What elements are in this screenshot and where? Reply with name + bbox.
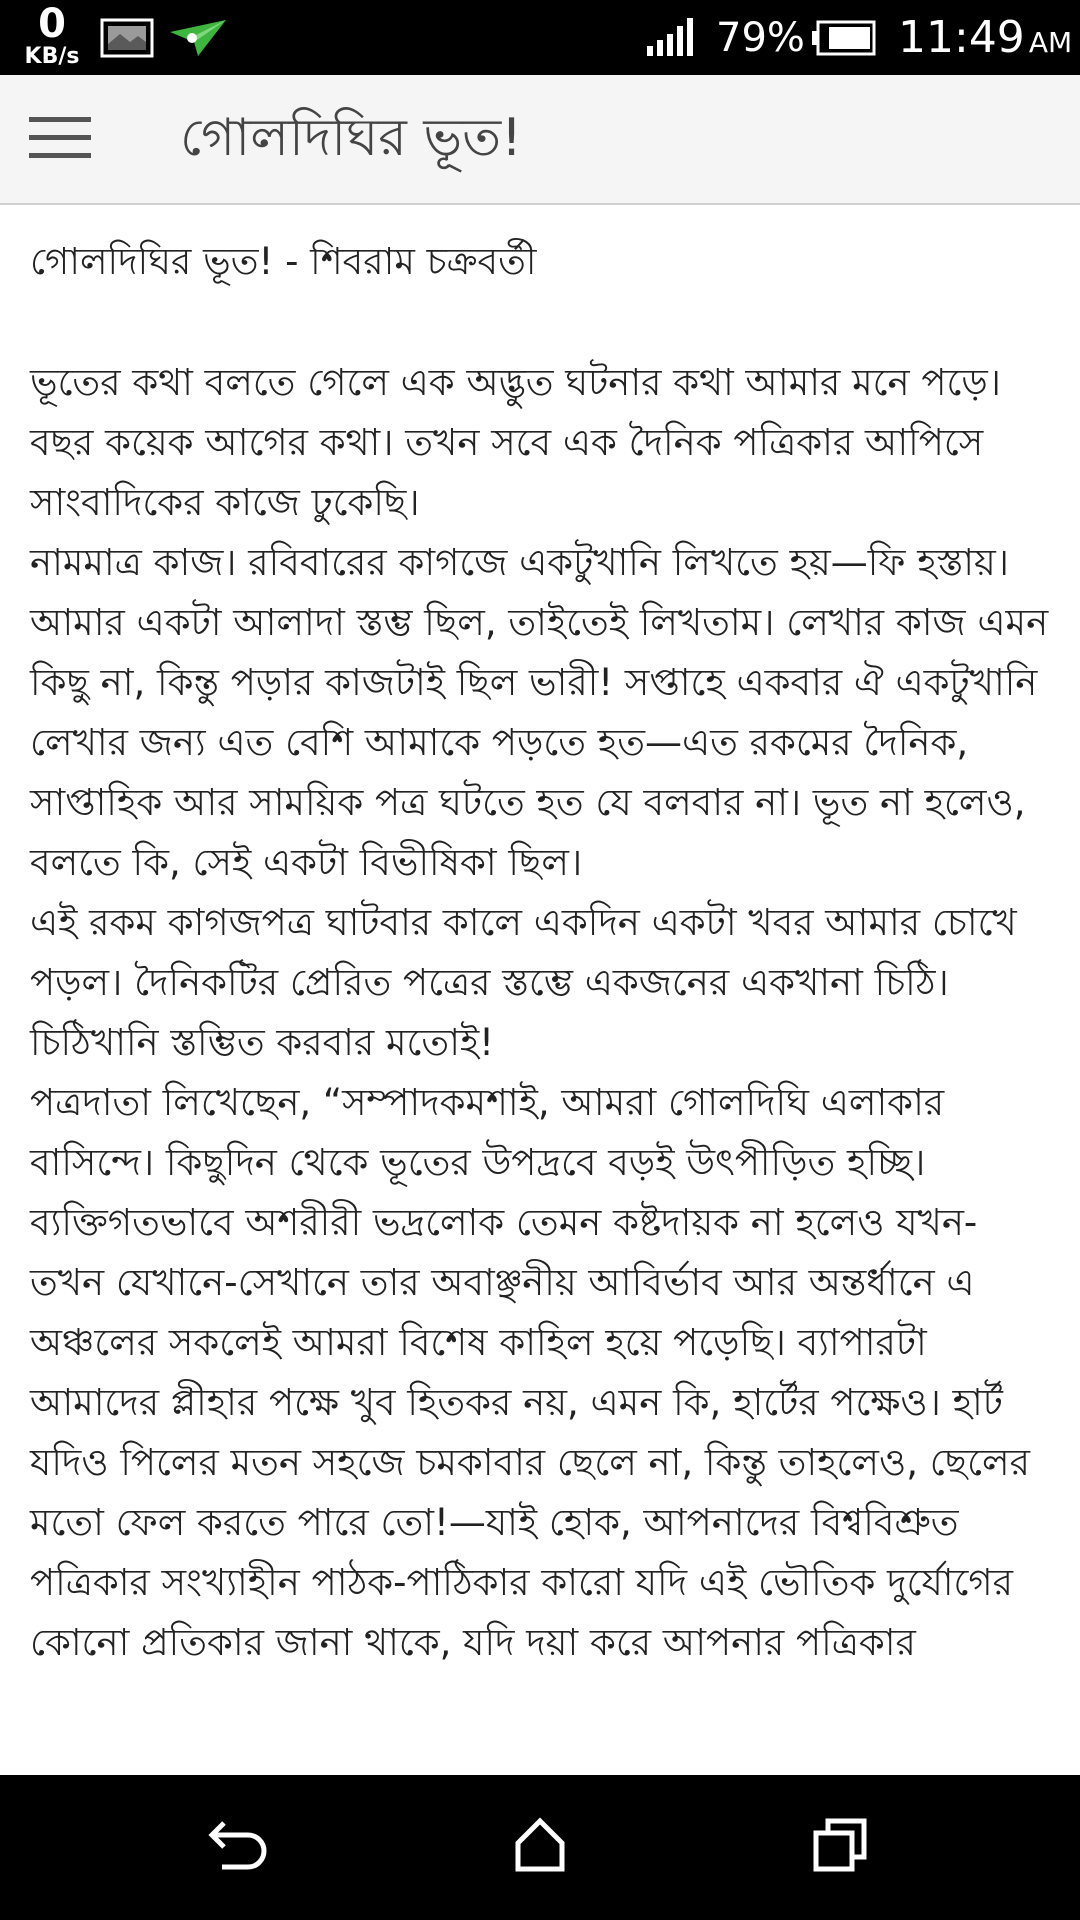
battery-icon — [808, 20, 878, 60]
navigation-bar — [0, 1775, 1080, 1920]
home-button[interactable] — [490, 1807, 590, 1887]
signal-icon — [645, 16, 701, 62]
article-paragraph: ভূতের কথা বলতে গেলে এক অদ্ভুত ঘটনার কথা আমার মনে পড়ে। বছর কয়েক আগের কথা। তখন সবে এক দৈনিক পত্রিকার আপিসে সাংবাদিকের কাজে ঢুকেছি। — [30, 361, 1001, 524]
page-title: গোলদিঘির ভূত! — [180, 108, 522, 168]
gallery-icon — [100, 18, 154, 62]
network-speed-value: 0 — [38, 1, 66, 47]
recents-icon — [812, 1817, 868, 1877]
article-paragraph: এই রকম কাগজপত্র ঘাটবার কালে একদিন একটা খবর আমার চোখে পড়ল। দৈনিকটির প্রেরিত পত্রের স্তম্ভে একজনের একখানা চিঠি। চিঠিখানি স্তম্ভিত করবার মতোই! — [30, 901, 1017, 1064]
article-content[interactable] — [0, 205, 1080, 1775]
back-button[interactable] — [190, 1807, 290, 1887]
article-paragraph: পত্রদাতা লিখেছেন, “সম্পাদকমশাই, আমরা গোলদিঘি এলাকার বাসিন্দে। কিছুদিন থেকে ভূতের উপদ্রবে বড়ই উৎপীড়িত হচ্ছি। ব্যক্তিগতভাবে অশরীরী ভদ্রলোক তেমন কষ্টদায়ক না হলেও যখন-তখন যেখানে-সেখানে তার অবাঞ্ছনীয় আবির্ভাব আর অন্তর্ধানে এ অঞ্চলের সকলেই আমরা বিশেষ কাহিল হয়ে পড়েছি। ব্যাপারটা আমাদের প্লীহার পক্ষে খুব হিতকর নয়, এমন কি, হার্টের পক্ষেও। হার্ট যদিও পিলের মতন সহজে চমকাবার ছেলে না, কিন্তু তাহলেও, ছেলের মতো ফেল করতে পারে তো!—যাই হোক, আপনাদের বিশ্ববিশ্রুত পত্রিকার সংখ্যাহীন পাঠক-পাঠিকার কারো যদি এই ভৌতিক দুর্যোগের কোনো প্রতিকার জানা থাকে, যদি দয়া করে আপনার পত্রিকার — [30, 1081, 1030, 1664]
article-heading: গোলদিঘির ভূত! - শিবরাম চক্রবর্তী — [30, 240, 537, 283]
article-body — [30, 353, 1050, 1673]
hamburger-menu-icon — [29, 115, 91, 165]
battery-percentage: 79% — [716, 15, 805, 61]
app-bar — [0, 75, 1080, 205]
network-speed-unit: KB/s — [24, 44, 80, 69]
clock-ampm: AM — [1028, 26, 1073, 59]
clock — [898, 12, 1072, 69]
back-icon — [208, 1817, 272, 1877]
recents-button[interactable] — [790, 1807, 890, 1887]
article-paragraph: নামমাত্র কাজ। রবিবারের কাগজে একটুখানি লিখতে হয়—ফি হস্তায়। আমার একটা আলাদা স্তম্ভ ছিল, তাইতেই লিখতাম। লেখার কাজ এমন কিছু না, কিন্তু পড়ার কাজটাই ছিল ভারী! সপ্তাহে একবার ঐ একটুখানি লেখার জন্য এত বেশি আমাকে পড়তে হত—এত রকমের দৈনিক, সাপ্তাহিক আর সাময়িক পত্র ঘটতে হত যে বলবার না। ভূত না হলেও, বলতে কি, সেই একটা বিভীষিকা ছিল। — [30, 541, 1049, 884]
clock-time: 11:49 — [898, 12, 1025, 63]
menu-button[interactable] — [20, 102, 100, 178]
network-speed — [18, 1, 86, 69]
paper-plane-icon — [168, 18, 228, 62]
status-bar — [0, 0, 1080, 75]
home-icon — [512, 1817, 568, 1877]
